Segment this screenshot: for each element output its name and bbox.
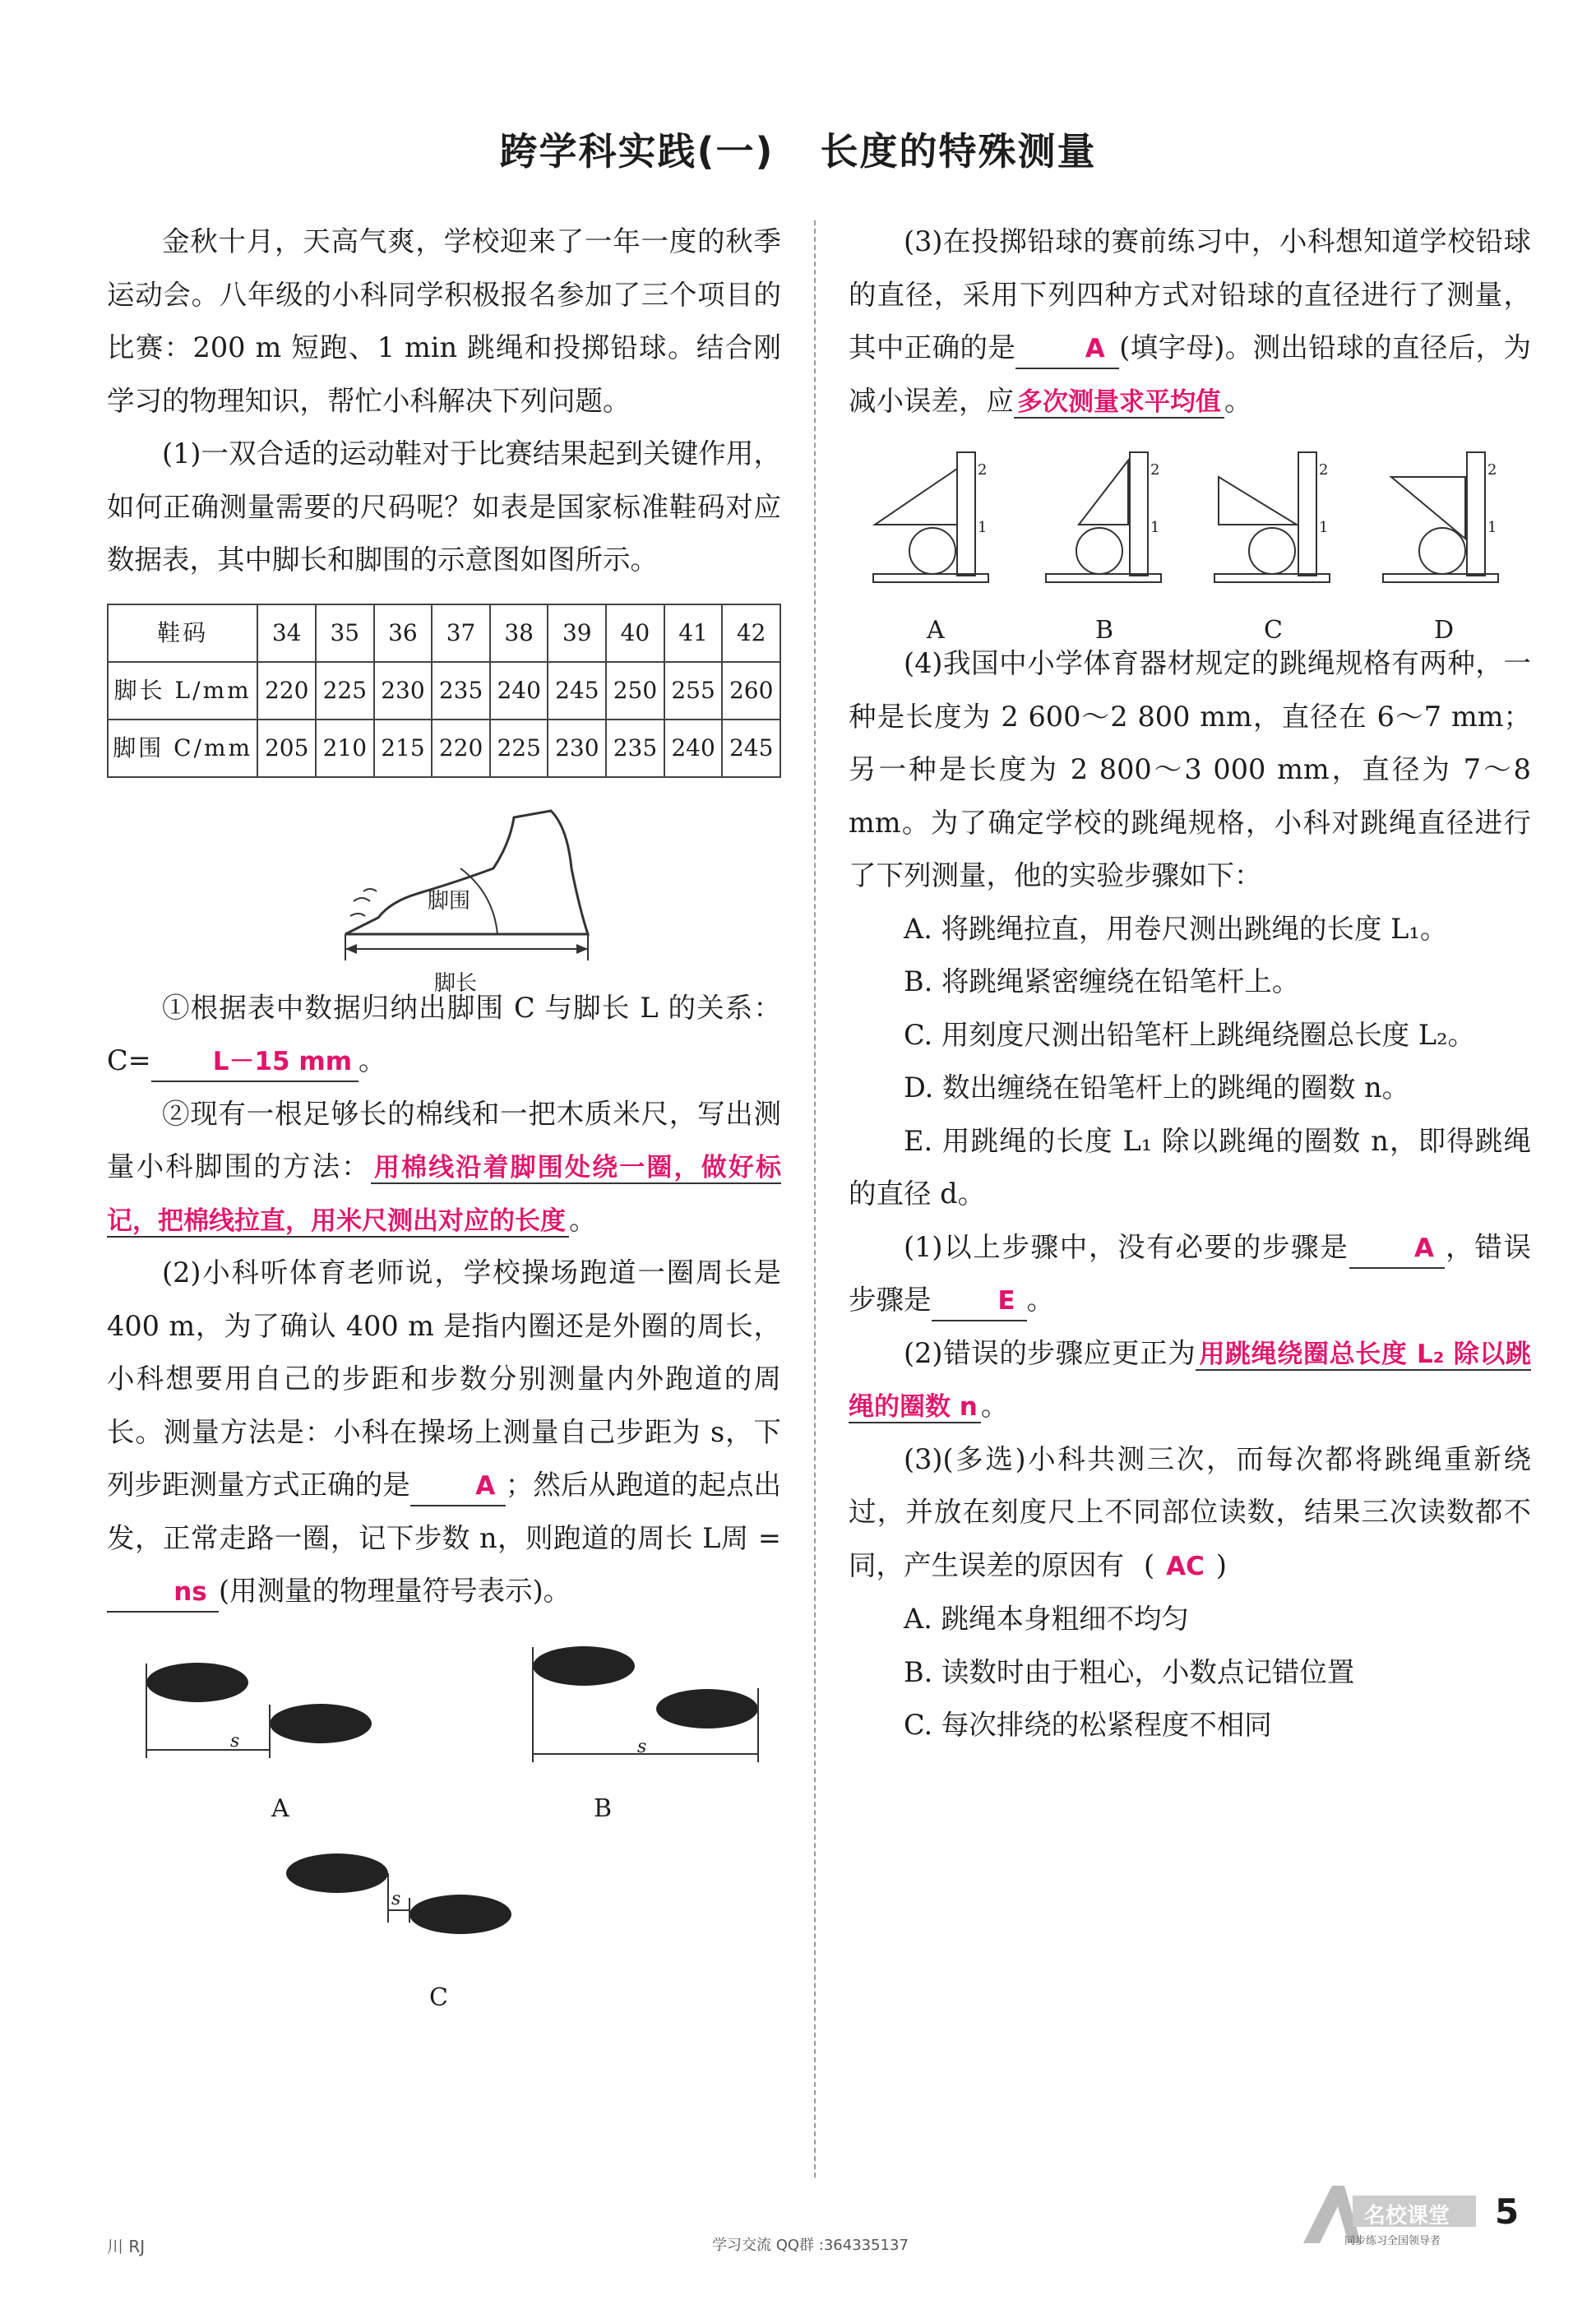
shot-put-illustration	[849, 436, 1531, 600]
answer-q3-2: 多次测量求平均值	[1014, 387, 1224, 419]
ruler-tick: 1	[1319, 519, 1329, 536]
shoe-size-table	[107, 604, 781, 778]
answer-q2-1: A	[410, 1467, 506, 1506]
intro-paragraph: 金秋十月，天高气爽，学校迎来了一年一度的秋季运动会。八年级的小科同学积极报名参加了三个项目的比赛：200 m 短跑、1 min 跳绳和投掷铅球。结合刚学习的物理知识，帮忙小科解决下列问题。	[107, 225, 781, 417]
table-row	[108, 720, 780, 777]
answer-q4-3: AC	[1166, 1551, 1205, 1581]
q4-sub2-text: (2)错误的步骤应更正为	[904, 1336, 1196, 1369]
brand-slogan: 同步练习全国领导者	[1344, 2235, 1441, 2247]
q4-step-d: D. 数出缠绕在铅笔杆上的跳绳的圈数 n。	[904, 1071, 1410, 1104]
table-cell: 220	[432, 720, 490, 777]
q2-text-post: (用测量的物理量符号表示)。	[219, 1575, 571, 1607]
punct: 。	[359, 1044, 386, 1076]
table-cell: 210	[316, 720, 374, 777]
table-cell: 230	[374, 662, 433, 720]
q3-text-mid: (填字母)。测出铅球的直径后，为减小误差，应	[849, 331, 1532, 417]
table-cell: 240	[664, 720, 723, 777]
brand-logo	[1295, 2177, 1501, 2251]
table-cell: 38	[490, 604, 548, 662]
footer-edition: 川 RJ	[107, 2237, 146, 2256]
answer-q1-part1: L－15 mm	[151, 1043, 359, 1082]
table-cell: 39	[548, 604, 606, 662]
q4-sub3: (3)(多选)小科共测三次，而每次都将跳绳重新绕过，并放在刻度尺上不同部位读数，结果三次读数都不同，产生误差的原因有 ( AC )	[849, 1442, 1531, 1581]
page-title	[0, 122, 1596, 176]
s-label: s	[230, 1730, 240, 1752]
foot-length-label: 脚长	[434, 970, 478, 996]
ruler-tick: 1	[978, 519, 988, 536]
table-cell: 34	[257, 604, 316, 662]
table-cell: 230	[548, 720, 606, 777]
punct: 。	[1224, 384, 1252, 417]
q2-text	[107, 1247, 781, 1618]
footprint-label-a: A	[271, 1793, 289, 1823]
right-column	[849, 215, 1531, 1752]
table-cell: 205	[257, 720, 316, 777]
shot-label-a: A	[927, 616, 945, 645]
s-label: s	[391, 1888, 401, 1909]
table-cell: 255	[664, 662, 723, 720]
column-divider	[814, 220, 816, 2177]
q1-text: (1)一双合适的运动鞋对于比赛结果起到关键作用，如何正确测量需要的尺码呢？如表是国家标准鞋码对应数据表，其中脚长和脚围的示意图如图所示。	[107, 437, 781, 576]
q4-step-e: E. 用跳绳的长度 L₁ 除以跳绳的圈数 n，即得跳绳的直径 d。	[849, 1124, 1531, 1210]
q4-sub1-text: (1)以上步骤中，没有必要的步骤是	[904, 1230, 1349, 1263]
q1-part2	[107, 1088, 781, 1247]
footprint-label-c: C	[429, 1983, 448, 2012]
foot-girth-label: 脚围	[428, 888, 471, 914]
table-cell: 240	[490, 662, 548, 720]
punct: 。	[569, 1203, 597, 1236]
punct: 。	[980, 1390, 1009, 1422]
q4-sub2	[849, 1327, 1531, 1433]
ruler-tick: 2	[1319, 461, 1329, 479]
q3-text-pre: (3)在投掷铅球的赛前练习中，小科想知道学校铅球的直径，采用下列四种方式对铅球的直径进行了测量，其中正确的是	[849, 225, 1531, 363]
table-cell: 235	[606, 720, 664, 777]
q2-text-pre: (2)小科听体育老师说，学校操场跑道一圈周长是 400 m，为了确认 400 m 是指内圈还是外圈的周长，小科想要用自己的步距和步数分别测量内外跑道的周长。测量方法是：小科在操场上测量自己步距为 s，下列步距测量方式正确的是	[107, 1256, 781, 1501]
shot-label-d: D	[1434, 616, 1455, 645]
q4-step-b: B. 将跳绳紧密缠绕在铅笔杆上。	[904, 965, 1300, 997]
brand-name: 名校课堂	[1364, 2204, 1450, 2228]
title-part1: 跨学科实践(一)	[499, 129, 775, 174]
footprint-illustration	[107, 1627, 781, 2021]
shot-put-figure	[849, 436, 1531, 645]
q4-sub1-mid: ，错误步骤是	[849, 1230, 1532, 1316]
table-cell: 245	[722, 720, 780, 777]
q4-step-c: C. 用刻度尺测出铅笔杆上跳绳绕圈总长度 L₂。	[904, 1018, 1476, 1051]
foot-figure	[107, 778, 781, 996]
q4-option-b: B. 读数时由于粗心，小数点记错位置	[904, 1655, 1355, 1688]
answer-q2-2: ns	[107, 1573, 219, 1613]
table-cell: 41	[664, 604, 723, 662]
table-cell: 42	[722, 604, 780, 662]
table-cell: 250	[606, 662, 664, 720]
q4-sub1	[849, 1221, 1531, 1327]
q4-option-c: C. 每次排绕的松紧程度不相同	[904, 1709, 1272, 1741]
q4-step-a: A. 将跳绳拉直，用卷尺测出跳绳的长度 L₁。	[904, 912, 1448, 945]
table-header: 鞋码	[108, 604, 257, 662]
ruler-tick: 2	[1487, 461, 1497, 479]
answer-q4-1b: E	[932, 1282, 1027, 1321]
ruler-tick: 1	[1150, 519, 1160, 536]
q3-text	[849, 215, 1531, 428]
shot-label-c: C	[1264, 616, 1283, 645]
table-cell: 225	[316, 662, 374, 720]
table-cell: 40	[606, 604, 664, 662]
table-cell: 245	[548, 662, 606, 720]
shot-label-b: B	[1095, 616, 1114, 645]
q4-option-a: A. 跳绳本身粗细不均匀	[904, 1603, 1189, 1635]
q2-text-mid: ；然后从跑道的起点出发，正常走路一圈，记下步数 n，则跑道的周长 L周 =	[107, 1469, 782, 1554]
punct: 。	[1026, 1284, 1054, 1316]
ruler-tick: 1	[1487, 519, 1497, 536]
table-row	[108, 604, 780, 662]
table-row	[108, 662, 780, 720]
answer-q1-part2: 用棉线沿着脚围处绕一圈，做好标记，把棉线拉直，用米尺测出对应的长度	[107, 1153, 782, 1236]
page-number: 5	[1495, 2191, 1520, 2232]
table-header: 脚围 C/mm	[108, 720, 257, 777]
left-column	[107, 215, 781, 2021]
title-part2: 长度的特殊测量	[820, 129, 1097, 174]
table-cell: 37	[432, 604, 490, 662]
answer-q4-2: 用跳绳绕圈总长度 L₂ 除以跳绳的圈数 n	[849, 1339, 1531, 1422]
q1-part1-text: ①根据表中数据归纳出脚围 C 与脚长 L 的关系：C=	[107, 991, 781, 1076]
ruler-tick: 2	[978, 461, 988, 479]
table-header: 脚长 L/mm	[108, 662, 257, 720]
footer-qq-group: 学习交流 QQ群 :364335137	[712, 2237, 909, 2254]
table-cell: 225	[490, 720, 548, 777]
ruler-tick: 2	[1150, 461, 1160, 479]
table-cell: 35	[316, 604, 374, 662]
table-cell: 215	[374, 720, 433, 777]
q1-part2-text: ②现有一根足够长的棉线和一把木质米尺，写出测量小科脚围的方法：	[107, 1097, 781, 1182]
table-cell: 260	[722, 662, 780, 720]
answer-q4-1a: A	[1349, 1229, 1445, 1269]
s-label: s	[637, 1736, 647, 1757]
footprint-label-b: B	[594, 1793, 613, 1823]
table-cell: 36	[374, 604, 433, 662]
q4-sub3-text: (3)(多选)小科共测三次，而每次都将跳绳重新绕过，并放在刻度尺上不同部位读数，结果三次读数都不同，产生误差的原因有	[849, 1442, 1531, 1581]
q4-text: (4)我国中小学体育器材规定的跳绳规格有两种，一种是长度为 2 600～2 800 mm，直径在 6～7 mm；另一种是长度为 2 800～3 000 mm，直径为 7～8 mm。为了确定学校的跳绳规格，小科对跳绳直径进行了下列测量，他的实验步骤如下：	[849, 647, 1531, 891]
table-cell: 235	[432, 662, 490, 720]
table-cell: 220	[257, 662, 316, 720]
footprint-figure	[107, 1627, 781, 2021]
answer-q3-1: A	[1015, 330, 1119, 369]
